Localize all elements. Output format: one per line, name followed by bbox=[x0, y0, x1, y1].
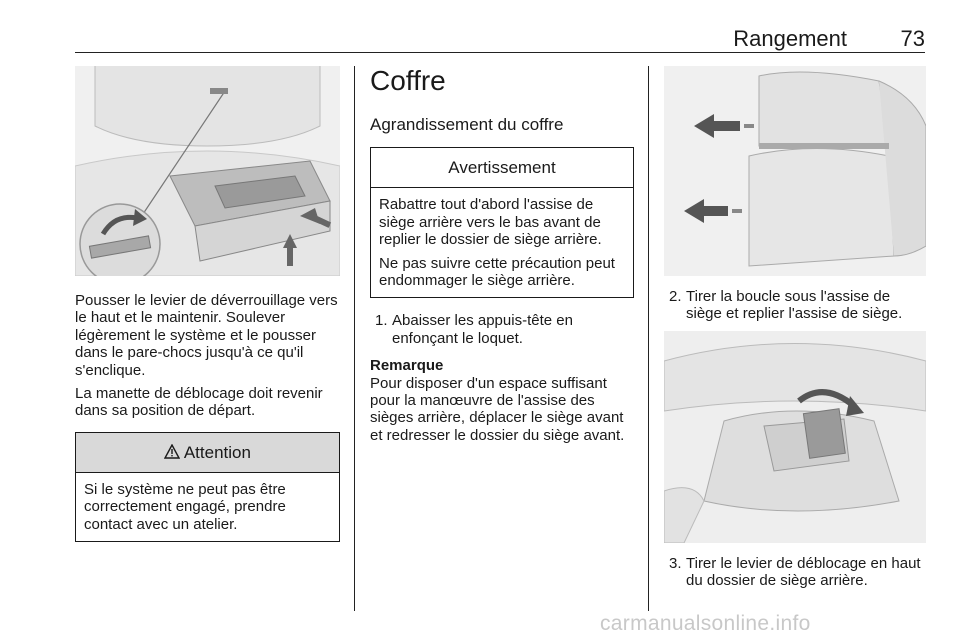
attention-title: Attention bbox=[183, 442, 251, 462]
middle-column bbox=[370, 66, 634, 444]
list-item bbox=[370, 312, 634, 347]
step-number: 3. bbox=[669, 554, 682, 572]
warning-text: Rabattre tout d'abord l'assise de siège arrière vers le bas avant de replier le dossier de siège arrière. bbox=[379, 196, 602, 249]
attention-box bbox=[75, 432, 340, 542]
attention-text: Si le système ne peut pas être correctement engagé, prendre contact avec un atelier. bbox=[84, 480, 286, 533]
warning-box bbox=[370, 147, 634, 298]
note-text: Pour disposer d'un espace suffisant pour la manœuvre de l'assise des sièges arrière, déplacer le siège avant et redresser le dossier du siège avant. bbox=[370, 374, 625, 444]
page-number: 73 bbox=[900, 26, 925, 51]
column-divider bbox=[648, 66, 649, 611]
attention-header bbox=[76, 433, 339, 473]
step-number: 2. bbox=[669, 288, 682, 305]
column-divider bbox=[354, 66, 355, 611]
right-column bbox=[664, 66, 926, 590]
header-rule bbox=[75, 52, 925, 53]
step-number: 1. bbox=[375, 312, 388, 330]
warning-header: Avertissement bbox=[371, 148, 633, 188]
seat-loop-illustration-icon bbox=[664, 331, 926, 543]
step-text: Abaisser les appuis-tête en enfonçant le loquet. bbox=[392, 312, 573, 347]
headrest-release-illustration-icon bbox=[664, 66, 926, 276]
subsection-title: Agrandissement du coffre bbox=[370, 115, 564, 134]
watermark: carmanualsonline.info bbox=[600, 612, 811, 635]
attention-body bbox=[76, 473, 339, 541]
warning-text: Ne pas suivre cette précaution peut endommager le siège arrière. bbox=[379, 254, 615, 290]
step-text: Tirer la boucle sous l'assise de siège et replier l'assise de siège. bbox=[686, 288, 903, 323]
page-header bbox=[75, 24, 925, 54]
left-column bbox=[75, 66, 340, 542]
list-item bbox=[664, 288, 926, 323]
note-title: Remarque bbox=[370, 357, 444, 375]
trunk-storage-illustration-icon bbox=[75, 66, 340, 276]
section-header-title: Rangement bbox=[733, 26, 847, 51]
instruction-paragraph: Pousser le levier de déverrouillage vers le haut et le maintenir. Soulever légèrement le système et le pousser dans le pare-chocs jusqu'à ce qu'il s'enclique. bbox=[75, 292, 338, 379]
section-title: Coffre bbox=[370, 65, 446, 96]
step-text: Tirer le levier de déblocage en haut du dossier de siège arrière. bbox=[686, 554, 921, 590]
warning-triangle-icon bbox=[164, 443, 184, 462]
list-item bbox=[664, 555, 926, 590]
warning-body bbox=[371, 188, 633, 297]
instruction-paragraph: La manette de déblocage doit revenir dans sa position de départ. bbox=[75, 385, 323, 420]
